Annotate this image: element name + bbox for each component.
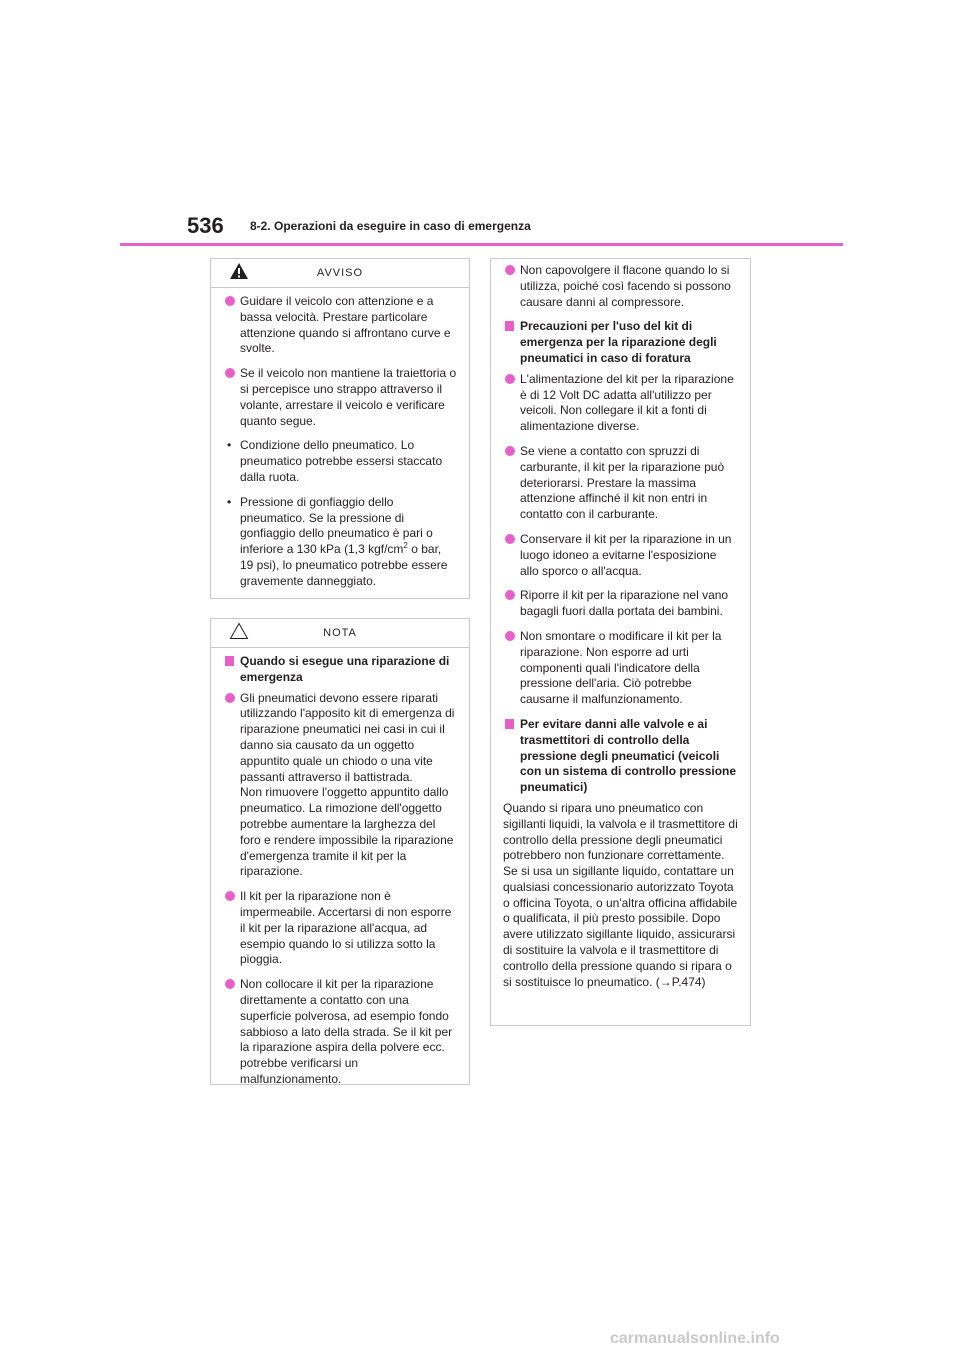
- list-item: L'alimentazione del kit per la riparazione è di 12 Volt DC adatta all'utilizzo per veicoli. Non collegare il kit a fonti di alimentazione diverse.: [503, 372, 738, 435]
- paragraph: Quando si ripara uno pneumatico con sigillanti liquidi, la valvola e il trasmettitore di controllo della pressione degli pneumatici potrebbero non funzionare correttamente. Se si usa un sigillante liquido, contattare un qualsiasi concessionario autorizzato Toyota o officina Toyota, o un'altra officina affidabile o qualificata, il più presto possibile. Dopo avere utilizzato sigillante liquido, assicurarsi di sostituire la valvola e il trasmettitore di controllo della pressione quando si ripara o si sostituisce lo pneumatico. (→P.474): [503, 800, 738, 989]
- list-item: Conservare il kit per la riparazione in un luogo idoneo a evitarne l'esposizione allo sporco o all'acqua.: [503, 532, 738, 579]
- list-item: Il kit per la riparazione non è impermeabile. Accertarsi di non esporre il kit per la riparazione all'acqua, ad esempio quando lo si utilizza sotto la pioggia.: [223, 889, 457, 968]
- list-item: Non capovolgere il flacone quando lo si utilizza, poiché così facendo si possono causare danni al compressore.: [503, 263, 738, 310]
- sub-item: • Condizione dello pneumatico. Lo pneumatico potrebbe essersi staccato dalla ruota.: [227, 438, 443, 484]
- avviso-header: [211, 259, 469, 288]
- list-item: Riporre il kit per la riparazione nel vano bagagli fuori dalla portata dei bambini.: [503, 588, 738, 620]
- avviso-title: AVVISO: [316, 267, 364, 279]
- nota-box: [210, 618, 470, 1085]
- avviso-box: [210, 258, 470, 599]
- section-heading: Quando si esegue una riparazione di emergenza: [223, 654, 457, 686]
- sub-item: • Pressione di gonfiaggio dello pneumatico. Se la pressione di gonfiaggio dello pneumatico è pari o inferiore a 130 kPa (1,3 kgf/$cm^2$ o bar, 19 psi), lo pneumatico potrebbe essere gravemente danneggiato.: [227, 494, 448, 588]
- nota-title: NOTA: [323, 627, 357, 639]
- watermark: carmanualsonline.info: [610, 1330, 780, 1347]
- section-heading: Per evitare danni alle valvole e ai trasmettitori di controllo della pressione degli pneumatici (veicoli con un sistema di controllo pressione pneumatici): [503, 717, 738, 796]
- list-item: Non smontare o modificare il kit per la riparazione. Non esporre ad urti componenti quali l'indicatore della pressione dell'aria. Ciò potrebbe causarne il malfunzionamento.: [503, 629, 738, 708]
- section-title: 8-2. Operazioni da eseguire in caso di emergenza: [250, 219, 531, 233]
- list-item: Guidare il veicolo con attenzione e a bassa velocità. Prestare particolare attenzione quando si affrontano curve e svolte.: [223, 294, 457, 357]
- header-rule: [120, 243, 843, 246]
- caution-icon: [229, 622, 249, 640]
- nota-header: [211, 619, 469, 648]
- list-item: Gli pneumatici devono essere riparati utilizzando l'apposito kit di emergenza di riparazione pneumatici nei casi in cui il danno sia causato da un oggetto appuntito quale un chiodo o una vite passanti attraverso il battistrada. Non rimuovere l'oggetto appuntito dallo pneumatico. La rimozione dell'oggetto potrebbe aumentare la larghezza del foro e rendere impossibile la riparazione d'emergenza tramite il kit per la riparazione.: [223, 691, 457, 881]
- list-item: Se il veicolo non mantiene la traiettoria o si percepisce uno strappo attraverso il volante, arrestare il veicolo e verificare quanto segue.: [223, 366, 457, 429]
- list-item: Se viene a contatto con spruzzi di carburante, il kit per la riparazione può deteriorarsi. Prestare la massima attenzione affinché il kit non entri in contatto con il carburante.: [503, 444, 738, 523]
- list-item: Non collocare il kit per la riparazione direttamente a contatto con una superficie polverosa, ad esempio fondo sabbioso a lato della strada. Se il kit per la riparazione aspira della polvere ecc. potrebbe verificarsi un malfunzionamento.: [223, 977, 457, 1088]
- warning-icon: [229, 262, 249, 280]
- section-heading: Precauzioni per l'uso del kit di emergenza per la riparazione degli pneumatici in caso di foratura: [503, 319, 738, 366]
- page-number: 536: [187, 213, 224, 238]
- nota-continued-box: [490, 258, 751, 1026]
